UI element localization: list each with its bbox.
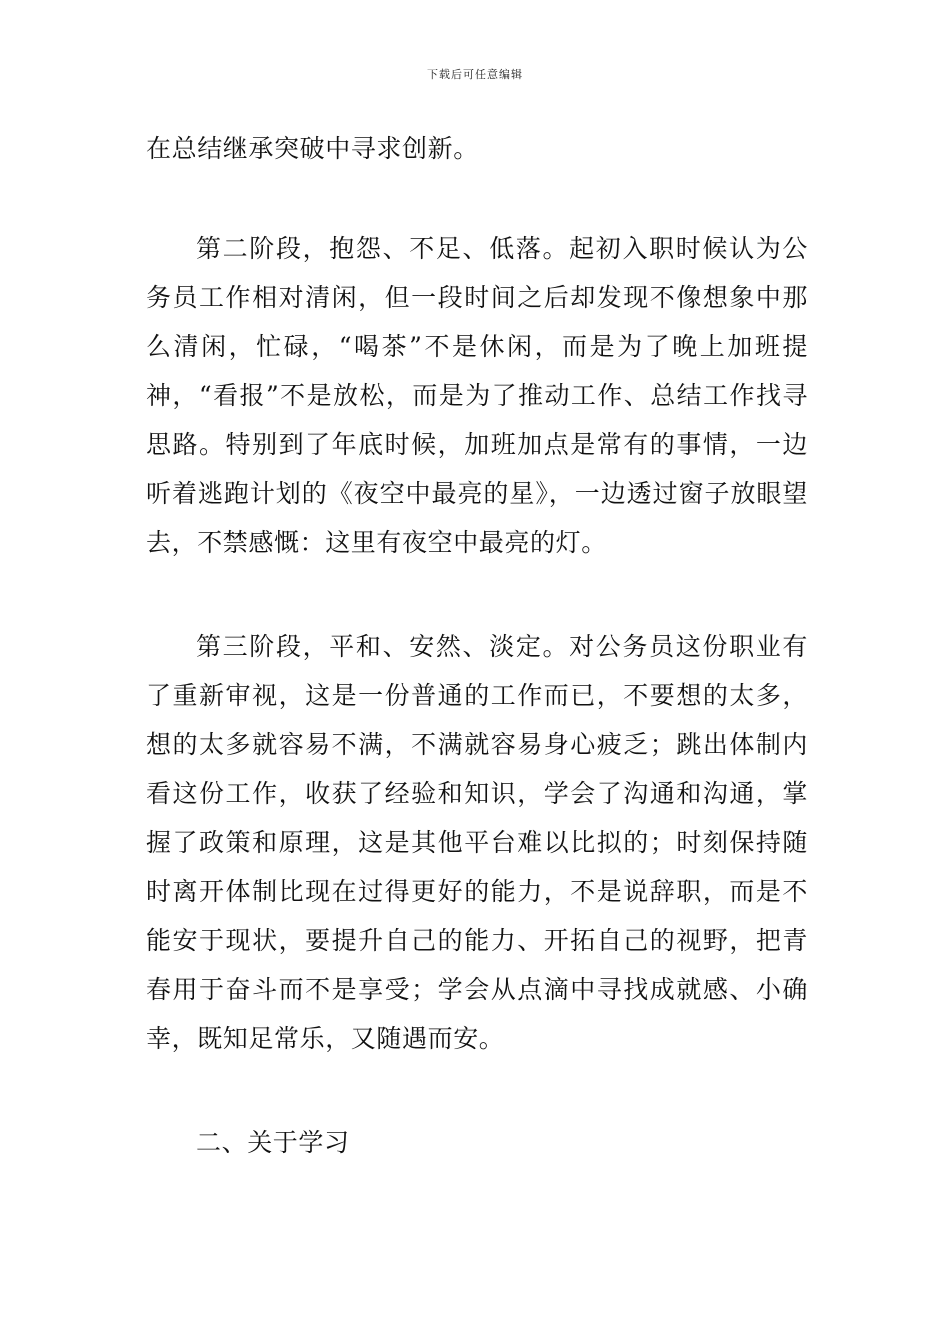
- paragraph-stage-three: [146, 622, 808, 1063]
- paragraph-stage-two: [146, 224, 808, 567]
- section-heading-text: 二、关于学习: [196, 1128, 350, 1157]
- page-header-note: 下载后可任意编辑: [427, 68, 523, 81]
- paragraph-text: 第三阶段，平和、安然、淡定。对公务员这份职业有了重新审视，这是一份普通的工作而已，不要想的太多，想的太多就容易不满，不满就容易身心疲乏；跳出体制内看这份工作，收获了经验和知识，学会了沟通和沟通，掌握了政策和原理，这是其他平台难以比拟的；时刻保持随时离开体制比现在过得更好的能力，不是说辞职，而是不能安于现状，要提升自己的能力、开拓自己的视野，把青春用于奋斗而不是享受；学会从点滴中寻找成就感、小确幸，既知足常乐，又随遇而安。: [146, 632, 808, 1053]
- section-heading: [146, 1118, 808, 1167]
- paragraph-text: 在总结继承突破中寻求创新。: [146, 134, 479, 163]
- paragraph-continuation: [146, 124, 808, 173]
- paragraph-text: 第二阶段，抱怨、不足、低落。起初入职时候认为公务员工作相对清闲，但一段时间之后却发现不像想象中那么清闲，忙碌，“喝茶”不是休闲，而是为了晚上加班提神，“看报”不是放松，而是为了推动工作、总结工作找寻思路。特别到了年底时候，加班加点是常有的事情，一边听着逃跑计划的《夜空中最亮的星》，一边透过窗子放眼望去，不禁感慨：这里有夜空中最亮的灯。: [146, 234, 808, 557]
